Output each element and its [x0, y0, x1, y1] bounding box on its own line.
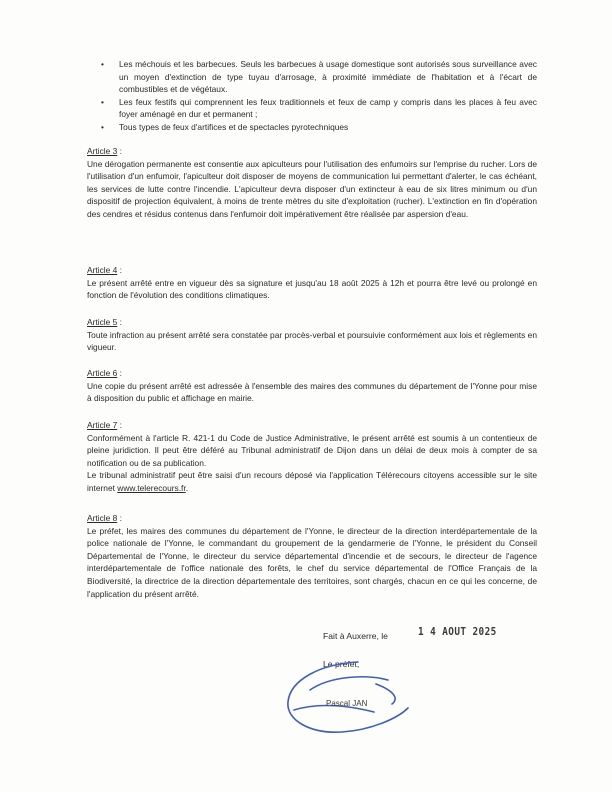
handwritten-signature — [280, 650, 440, 740]
article-heading: Article 3 — [87, 146, 118, 156]
article-text: Le préfet, les maires des communes du département de l'Yonne, le directeur de la direction interdépartementale de la police nationale de l'Yonne, le commandant du groupement de la gendarmerie de l'Yonne, le président du Conseil Départemental de l'Yonne, le directeur du service départemental d'incendie et de secours, le directeur de l'agence interdépartementale de l'office nationale des forêts, le chef du service départemental de l'Office Français de la Biodiversité, la directrice de la direction départementale des territoires, sont chargés, chacun en ce qui les concerne, de l'application du présent arrêté. — [87, 525, 537, 599]
date-stamp: 1 4 AOUT 2025 — [418, 625, 497, 638]
article-text: Toute infraction au présent arrêté sera constatée par procès-verbal et poursuivie conformément aux lois et règlements en vigueur. — [87, 329, 537, 353]
article-4: Article 4 : Le présent arrêté entre en vigueur dès sa signature et jusqu'au 18 août 2025 à 12h et pourra être levé ou prolongé en fonction de l'évolution des conditions climatiques. — [87, 265, 537, 301]
bullet-icon: • — [101, 121, 104, 132]
article-5: Article 5 : Toute infraction au présent arrêté sera constatée par procès-verbal et poursuivie conformément aux lois et règlements en vigueur. — [87, 317, 537, 353]
bullet-icon: • — [101, 59, 104, 69]
article-heading: Article 5 — [87, 317, 118, 327]
list-item: • Les feux festifs qui comprennent les feux traditionnels et feux de camp y compris dans les places à feu avec foyer aménagé en dur et permanent ; — [101, 96, 537, 120]
article-heading: Article 4 — [87, 265, 118, 275]
article-heading: Article 6 — [87, 368, 118, 378]
article-8: Article 8 : Le préfet, les maires des communes du département de l'Yonne, le directeur de la direction interdépartementale de la police nationale de l'Yonne, le commandant du groupement de la gendarmerie de l'Yonne, le président du Conseil Départemental de l'Yonne, le directeur du service départemental d'incendie et de secours, le directeur de l'agence interdépartementale de l'office nationale des forêts, le chef du service départemental de l'Office Français de la Biodiversité, la directrice de la direction départementale des territoires, sont chargés, chacun en ce qui les concerne, de l'application du présent arrêté. — [87, 513, 537, 599]
telerecours-link[interactable]: www.telerecours.fr — [117, 482, 186, 493]
signature-place: Fait à Auxerre, le — [323, 631, 388, 641]
article-text: Le présent arrêté entre en vigueur dès sa signature et jusqu'au 18 août 2025 à 12h et pourra être levé ou prolongé en fonction de l'évolution des conditions climatiques. — [87, 277, 537, 301]
article-text: Une dérogation permanente est consentie aux apiculteurs pour l'utilisation des enfumoirs sur l'emprise du rucher. Lors de l'utilisation d'un enfumoir, l'apiculteur doit disposer de moyens de communication lui permettant d'alerter, le cas échéant, les services de lutte contre l'incendie. L'apiculteur devra disposer d'un extincteur à eau de six litres minimum ou d'un dispositif de projection équivalent, à moins de trente mètres du site d'exploitation (rucher). L'extinction en fin d'opération des cendres et résidus contenus dans l'enfumoir doit impérativement être réalisée par aspersion d'eau. — [87, 158, 537, 219]
signer-title: Le préfet, — [323, 659, 360, 669]
list-item: • Les méchouis et les barbecues. Seuls les barbecues à usage domestique sont autorisés sous surveillance avec un moyen d'extinction de type tuyau d'arrosage, à proximité immédiate de l'habitation et à l'écart de combustibles et de végétaux. — [101, 59, 537, 95]
article-heading: Article 7 — [87, 420, 118, 430]
restriction-list — [87, 58, 537, 134]
bullet-icon: • — [101, 96, 104, 107]
list-item: • Tous types de feux d'artifices et de spectacles pyrotechniques — [101, 121, 349, 132]
article-3: Article 3 : Une dérogation permanente est consentie aux apiculteurs pour l'utilisation des enfumoirs sur l'emprise du rucher. Lors de l'utilisation d'un enfumoir, l'apiculteur doit disposer de moyens de communication lui permettant d'alerter, le cas échéant, les services de lutte contre l'incendie. L'apiculteur devra disposer d'un extincteur à eau de six litres minimum ou d'un dispositif de projection équivalent, à moins de trente mètres du site d'exploitation (rucher). L'extinction en fin d'opération des cendres et résidus contenus dans l'enfumoir doit impérativement être réalisée par aspersion d'eau. — [87, 146, 537, 219]
signer-name: Pascal JAN — [326, 699, 368, 708]
article-6: Article 6 : Une copie du présent arrêté est adressée à l'ensemble des maires des communes du département de l'Yonne pour mise à disposition du public et affichage en mairie. — [87, 368, 537, 404]
article-text: Conformément à l'article R. 421-1 du Code de Justice Administrative, le présent arrêté est soumis à un contentieux de pleine juridiction. Il peut être déféré au Tribunal administratif de Dijon dans un délai de deux mois à compter de sa notification ou de sa publication. — [87, 432, 537, 468]
article-7: Article 7 : Conformément à l'article R. 421-1 du Code de Justice Administrative, le présent arrêté est soumis à un contentieux de pleine juridiction. Il peut être déféré au Tribunal administratif de Dijon dans un délai de deux mois à compter de sa notification ou de sa publication. Le tribunal administratif peut être saisi d'un recours déposé via l'application Télérecours citoyens accessible sur le site internet www.telerecours.fr. — [87, 420, 537, 493]
article-heading: Article 8 — [87, 513, 118, 523]
article-text: Une copie du présent arrêté est adressée à l'ensemble des maires des communes du département de l'Yonne pour mise à disposition du public et affichage en mairie. — [87, 380, 537, 404]
article-text: Le tribunal administratif peut être saisi d'un recours déposé via l'application Télérecours citoyens accessible sur le site internet www.telerecours.fr. — [87, 470, 537, 493]
